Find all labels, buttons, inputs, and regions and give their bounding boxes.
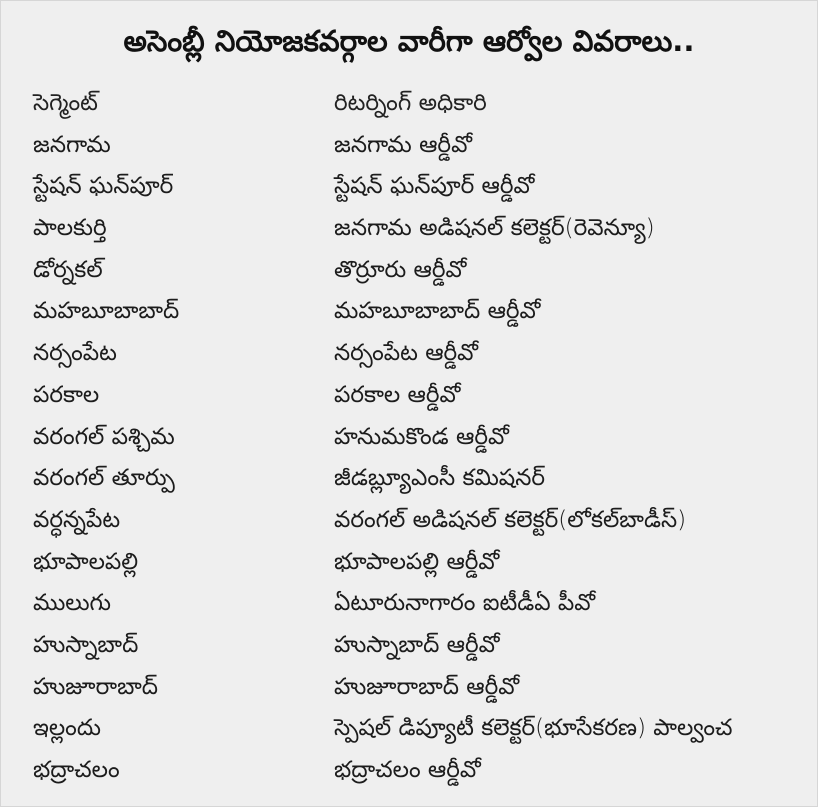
- table-row: [1, 542, 818, 584]
- table-row: [1, 667, 818, 709]
- segment-name: స్టేషన్ ఘన్‌పూర్: [33, 173, 174, 200]
- returning-officer: భూపాలపల్లి ఆర్డీవో: [334, 548, 500, 575]
- segment-name: జనగామ: [33, 131, 111, 158]
- returning-officer: వరంగల్ అడిషనల్ కలెక్టర్(లోకల్‌బాడీస్): [334, 506, 687, 533]
- segment-name: వరంగల్ పశ్చిమ: [33, 423, 175, 450]
- segment-name: డోర్నకల్: [33, 256, 103, 283]
- table-row: [1, 125, 818, 167]
- table-row: [1, 291, 818, 333]
- segment-name: పాలకుర్తి: [33, 215, 107, 242]
- table-row: [1, 750, 818, 792]
- segment-name: ఇల్లందు: [33, 715, 102, 742]
- returning-officer: నర్సంపేట ఆర్డీవో: [334, 340, 479, 367]
- table-row: [1, 500, 818, 542]
- table-row: [1, 625, 818, 667]
- table-row: [1, 708, 818, 750]
- officer-column-header: రిటర్నింగ్ అధికారి: [334, 90, 487, 116]
- segment-name: మహబూబాబాద్: [33, 298, 180, 325]
- table-row: [1, 375, 818, 417]
- page-title: అసెంబ్లీ నియోజకవర్గాల వారీగా ఆర్వోల వివరాలు..: [123, 24, 695, 58]
- segment-name: వరంగల్ తూర్పు: [33, 465, 175, 492]
- returning-officer: హుస్నాబాద్ ఆర్డీవో: [334, 631, 500, 658]
- table-header-row: [1, 83, 818, 125]
- segment-name: వర్ధన్నపేట: [33, 506, 121, 533]
- table-row: [1, 583, 818, 625]
- returning-officer: హనుమకొండ ఆర్డీవో: [334, 423, 509, 450]
- segment-name: హుస్నాబాద్: [33, 631, 139, 658]
- returning-officer: హుజూరాబాద్ ఆర్డీవో: [334, 673, 520, 700]
- segment-name: భద్రాచలం: [33, 757, 120, 783]
- table-row: [1, 166, 818, 208]
- returning-officer: జనగామ అడిషనల్ కలెక్టర్(రెవెన్యూ): [334, 215, 655, 242]
- returning-officer: స్టేషన్ ఘన్‌పూర్ ఆర్డీవో: [334, 173, 535, 200]
- returning-officer: భద్రాచలం ఆర్డీవో: [334, 757, 481, 783]
- returning-officer: మహబూబాబాద్ ఆర్డీవో: [334, 298, 541, 325]
- segment-name: భూపాలపల్లి: [33, 548, 139, 575]
- table-row: [1, 417, 818, 459]
- segment-column-header: సెగ్మెంట్: [33, 90, 98, 116]
- table-row: [1, 250, 818, 292]
- returning-officer: పరకాల ఆర్డీవో: [334, 381, 461, 408]
- segment-name: ములుగు: [33, 590, 111, 617]
- table-row: [1, 458, 818, 500]
- table-row: [1, 333, 818, 375]
- segment-name: హుజూరాబాద్: [33, 673, 158, 700]
- segment-name: నర్సంపేట: [33, 340, 117, 367]
- returning-officer: జీడబ్ల్యూఎంసీ కమిషనర్: [334, 465, 545, 492]
- segment-name: పరకాల: [33, 381, 100, 408]
- officer-table: [1, 83, 818, 792]
- returning-officer: స్పెషల్ డిప్యూటీ కలెక్టర్(భూసేకరణ) పాల్వంచ: [334, 715, 733, 742]
- returning-officer: జనగామ ఆర్డీవో: [334, 131, 472, 158]
- table-row: [1, 208, 818, 250]
- table-body: [1, 125, 818, 792]
- returning-officer: తొర్రూరు ఆర్డీవో: [334, 256, 467, 283]
- returning-officer: ఏటూరునాగారం ఐటీడీఏ పీవో: [334, 590, 596, 617]
